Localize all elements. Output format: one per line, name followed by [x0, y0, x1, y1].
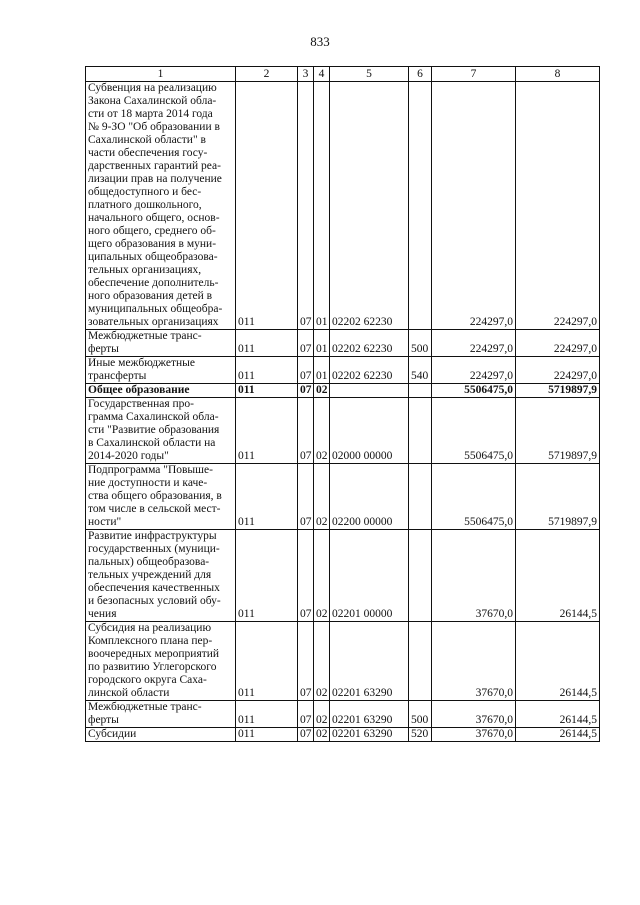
description-line: начального общего, основ- [88, 212, 220, 224]
description-line: тельных учреждений для [88, 569, 212, 581]
amount-2019-cell: 37670,0 [432, 701, 516, 728]
table-body [86, 82, 600, 742]
table-row [86, 464, 600, 530]
row-description [86, 330, 236, 357]
subsection-code-cell: 01 [314, 82, 330, 330]
section-code-cell: 07 [298, 82, 314, 330]
amount-2019-cell: 224297,0 [432, 82, 516, 330]
row-description [86, 384, 236, 398]
description-line: дарственных гарантий реа- [88, 160, 221, 172]
subsection-code-cell: 02 [314, 622, 330, 701]
description-line: городского округа Саха- [88, 674, 207, 686]
description-line: муниципальных общеобра- [88, 303, 223, 315]
description-line: ного образования детей в [88, 290, 213, 302]
subsection-code-cell: 01 [314, 357, 330, 384]
row-description [86, 728, 236, 742]
ministry-code-cell: 011 [236, 464, 298, 530]
subsection-code-cell: 02 [314, 530, 330, 622]
description-line: Сахалинской области" в [88, 134, 206, 146]
description-line: Общее образование [88, 384, 190, 396]
target-article-cell: 02201 63290 [330, 728, 409, 742]
description-line: ципальных общеобразова- [88, 251, 218, 263]
target-article-cell: 02201 63290 [330, 622, 409, 701]
target-article-cell: 02202 62230 [330, 330, 409, 357]
target-article-cell: 02000 00000 [330, 398, 409, 464]
expense-type-cell [409, 464, 432, 530]
ministry-code-cell: 011 [236, 82, 298, 330]
amount-2020-cell: 5719897,9 [516, 464, 600, 530]
description-line: обеспечение дополнитель- [88, 277, 219, 289]
description-line: Субвенция на реализацию [88, 82, 217, 94]
amount-2019-cell: 37670,0 [432, 530, 516, 622]
description-line: грамма Сахалинской обла- [88, 411, 219, 423]
expense-type-cell [409, 82, 432, 330]
description-line: зовательных организациях [88, 316, 219, 328]
subsection-code-cell: 02 [314, 384, 330, 398]
expense-type-cell [409, 622, 432, 701]
section-code-cell: 07 [298, 701, 314, 728]
section-code-cell: 07 [298, 530, 314, 622]
description-line: ства общего образования, в [88, 490, 222, 502]
description-line: обеспечения качественных [88, 582, 220, 594]
description-line: Государственная про- [88, 398, 195, 410]
description-line: платного дошкольного, [88, 199, 202, 211]
section-code-cell: 07 [298, 384, 314, 398]
target-article-cell: 02202 62230 [330, 357, 409, 384]
amount-2019-cell: 224297,0 [432, 357, 516, 384]
description-line: ферты [88, 714, 119, 726]
description-line: Межбюджетные транс- [88, 701, 202, 713]
row-description [86, 701, 236, 728]
row-description [86, 82, 236, 330]
amount-2019-cell: 224297,0 [432, 330, 516, 357]
description-line: том числе в сельской мест- [88, 503, 221, 515]
expense-type-cell: 520 [409, 728, 432, 742]
description-line: трансферты [88, 370, 147, 382]
table-row [86, 398, 600, 464]
amount-2020-cell: 224297,0 [516, 82, 600, 330]
amount-2020-cell: 26144,5 [516, 728, 600, 742]
description-line: по развитию Углегорского [88, 661, 217, 673]
subsection-code-cell: 01 [314, 330, 330, 357]
description-line: Развитие инфраструктуры [88, 530, 217, 542]
subsection-code-cell: 02 [314, 728, 330, 742]
section-code-cell: 07 [298, 728, 314, 742]
description-line: ности" [88, 516, 122, 528]
description-line: воочередных мероприятий [88, 648, 220, 660]
section-code-cell: 07 [298, 357, 314, 384]
description-line: линской области [88, 687, 170, 699]
description-line: государственных (муници- [88, 543, 220, 555]
description-line: сти от 18 марта 2014 года [88, 108, 213, 120]
description-line: общедоступного и бес- [88, 186, 202, 198]
column-header: 4 [314, 67, 330, 82]
amount-2020-cell: 224297,0 [516, 357, 600, 384]
expense-type-cell [409, 530, 432, 622]
row-description [86, 464, 236, 530]
amount-2019-cell: 5506475,0 [432, 398, 516, 464]
description-line: лизации прав на получение [88, 173, 222, 185]
amount-2020-cell: 26144,5 [516, 530, 600, 622]
description-line: ного общего, среднего об- [88, 225, 216, 237]
target-article-cell: 02202 62230 [330, 82, 409, 330]
description-line: № 9-ЗО "Об образовании в [88, 121, 220, 133]
section-code-cell: 07 [298, 622, 314, 701]
subsection-code-cell: 02 [314, 464, 330, 530]
expense-type-cell: 500 [409, 701, 432, 728]
column-header: 3 [298, 67, 314, 82]
target-article-cell: 02200 00000 [330, 464, 409, 530]
row-description [86, 357, 236, 384]
amount-2020-cell: 26144,5 [516, 622, 600, 701]
amount-2019-cell: 37670,0 [432, 728, 516, 742]
description-line: Субсидии [88, 728, 137, 740]
table-row [86, 530, 600, 622]
description-line: ние доступности и каче- [88, 477, 208, 489]
table-row [86, 622, 600, 701]
expense-type-cell: 500 [409, 330, 432, 357]
section-code-cell: 07 [298, 464, 314, 530]
description-line: ферты [88, 343, 119, 355]
column-header: 5 [330, 67, 409, 82]
ministry-code-cell: 011 [236, 728, 298, 742]
description-line: сти "Развитие образования [88, 424, 220, 436]
table-row [86, 357, 600, 384]
column-header: 8 [516, 67, 600, 82]
description-line: чения [88, 608, 117, 620]
table-row [86, 330, 600, 357]
section-code-cell: 07 [298, 330, 314, 357]
ministry-code-cell: 011 [236, 622, 298, 701]
subsection-code-cell: 02 [314, 701, 330, 728]
description-line: 2014-2020 годы" [88, 450, 169, 462]
ministry-code-cell: 011 [236, 384, 298, 398]
description-line: части обеспечения госу- [88, 147, 208, 159]
amount-2019-cell: 5506475,0 [432, 464, 516, 530]
subsection-code-cell: 02 [314, 398, 330, 464]
description-line: Иные межбюджетные [88, 357, 195, 369]
description-line: пальных) общеобразова- [88, 556, 210, 568]
target-article-cell: 02201 63290 [330, 701, 409, 728]
amount-2019-cell: 5506475,0 [432, 384, 516, 398]
column-header: 1 [86, 67, 236, 82]
page-number: 833 [310, 34, 330, 49]
header-row [86, 67, 600, 82]
description-line: Закона Сахалинской обла- [88, 95, 217, 107]
ministry-code-cell: 011 [236, 330, 298, 357]
amount-2020-cell: 26144,5 [516, 701, 600, 728]
row-description [86, 398, 236, 464]
description-line: Подпрограмма "Повыше- [88, 464, 213, 476]
description-line: тельных организациях, [88, 264, 202, 276]
table-row [86, 701, 600, 728]
column-header: 7 [432, 67, 516, 82]
target-article-cell: 02201 00000 [330, 530, 409, 622]
description-line: Комплексного плана пер- [88, 635, 213, 647]
ministry-code-cell: 011 [236, 398, 298, 464]
column-header: 2 [236, 67, 298, 82]
description-line: и безопасных условий обу- [88, 595, 221, 607]
expense-type-cell [409, 398, 432, 464]
expense-type-cell [409, 384, 432, 398]
ministry-code-cell: 011 [236, 530, 298, 622]
expense-type-cell: 540 [409, 357, 432, 384]
description-line: щего образования в муни- [88, 238, 217, 250]
amount-2020-cell: 5719897,9 [516, 398, 600, 464]
description-line: Субсидия на реализацию [88, 622, 212, 634]
budget-table [85, 66, 600, 742]
amount-2019-cell: 37670,0 [432, 622, 516, 701]
description-line: в Сахалинской области на [88, 437, 216, 449]
amount-2020-cell: 5719897,9 [516, 384, 600, 398]
table-row [86, 728, 600, 742]
section-code-cell: 07 [298, 398, 314, 464]
ministry-code-cell: 011 [236, 701, 298, 728]
row-description [86, 622, 236, 701]
table-row [86, 82, 600, 330]
description-line: Межбюджетные транс- [88, 330, 202, 342]
ministry-code-cell: 011 [236, 357, 298, 384]
target-article-cell [330, 384, 409, 398]
table-row [86, 384, 600, 398]
row-description [86, 530, 236, 622]
amount-2020-cell: 224297,0 [516, 330, 600, 357]
column-header: 6 [409, 67, 432, 82]
